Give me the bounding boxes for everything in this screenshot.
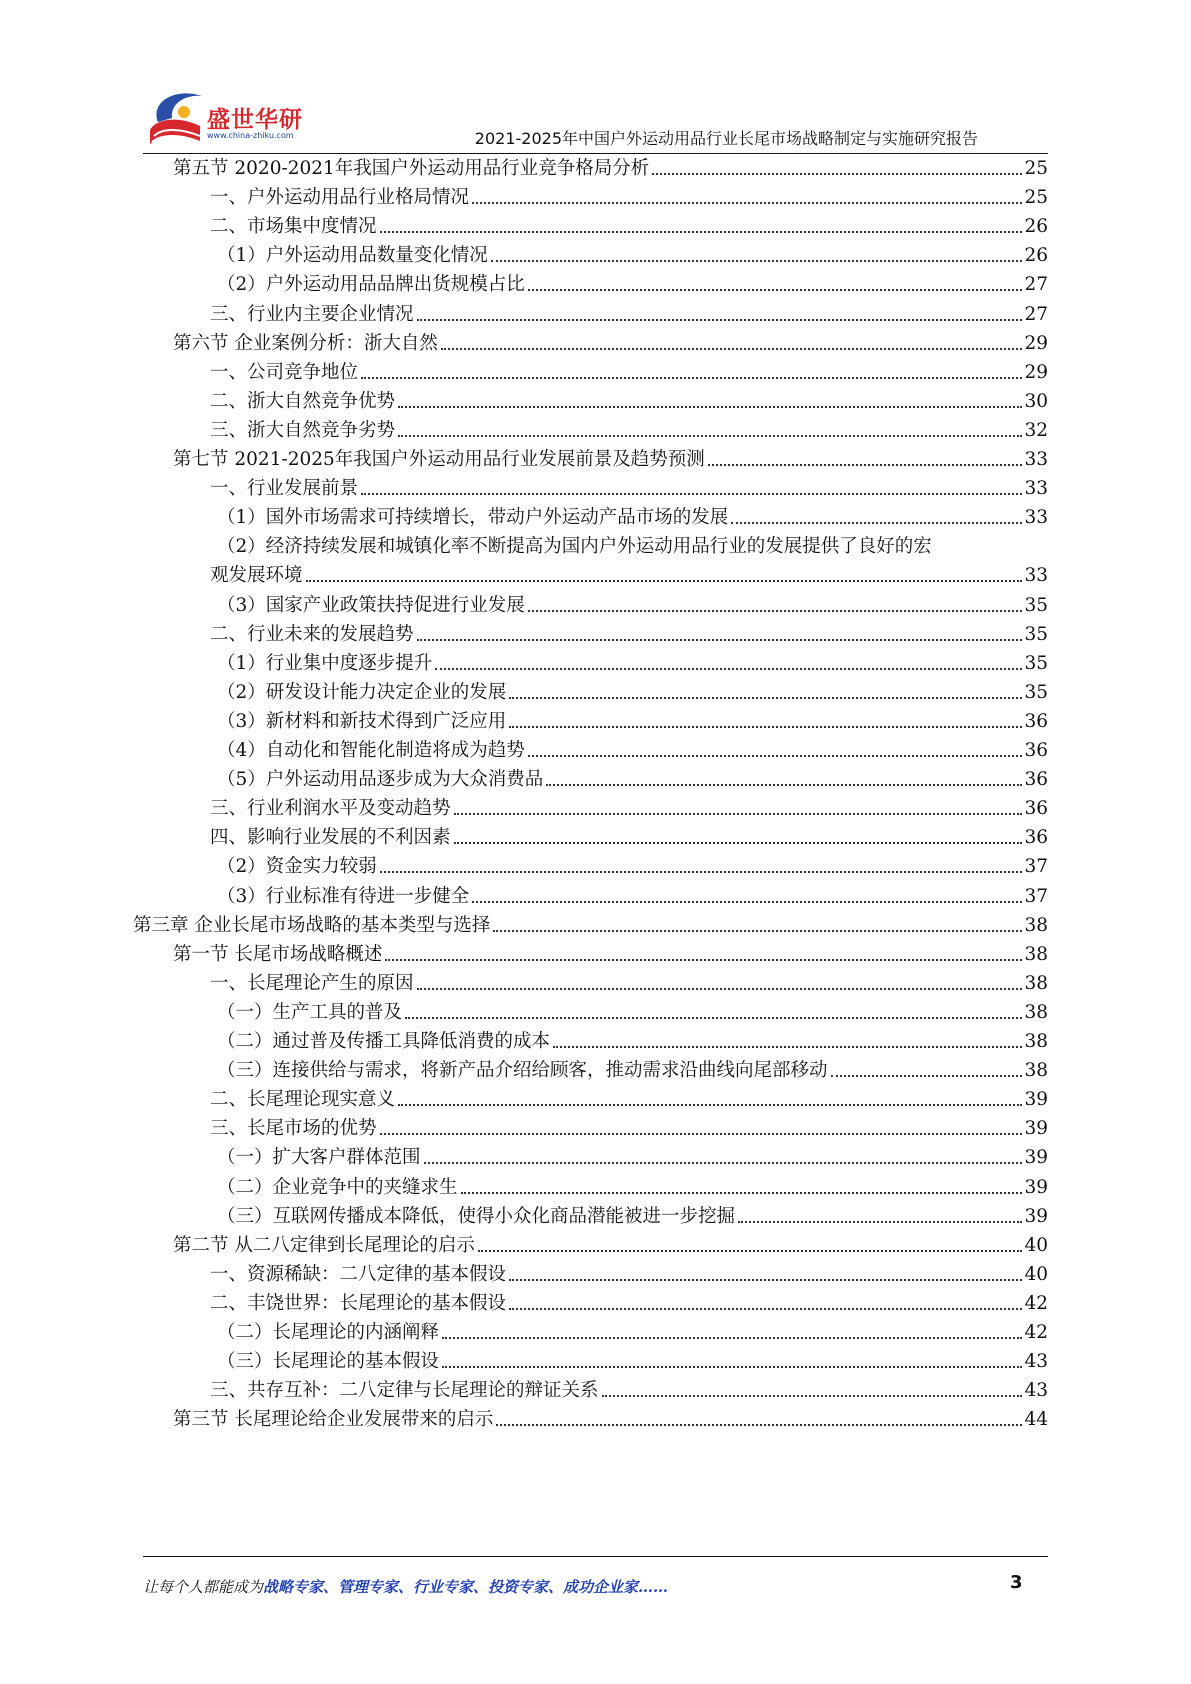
toc-entry-page: 38 bbox=[1024, 1001, 1048, 1023]
toc-entry-page: 37 bbox=[1024, 856, 1048, 878]
toc-entry[interactable] bbox=[210, 794, 1048, 824]
toc-entry-label: （三）连接供给与需求，将新产品介绍给顾客，推动需求沿曲线向尾部移动 bbox=[217, 1060, 828, 1082]
toc-leader-dots bbox=[405, 1017, 1022, 1019]
toc-entry[interactable] bbox=[210, 300, 1048, 330]
toc-entry-page: 43 bbox=[1024, 1380, 1048, 1402]
toc-leader-dots bbox=[435, 668, 1022, 670]
toc-leader-dots bbox=[461, 1192, 1023, 1194]
toc-entry-label: 观发展环境 bbox=[210, 565, 303, 587]
toc-entry[interactable] bbox=[217, 1056, 1048, 1086]
page-header bbox=[0, 0, 1191, 160]
logo-text: 盛世华研 bbox=[207, 107, 303, 133]
toc-entry-page: 35 bbox=[1024, 623, 1048, 645]
toc-entry-label: （1）行业集中度逐步提升 bbox=[217, 652, 433, 674]
toc-entry[interactable] bbox=[217, 736, 1048, 766]
toc-leader-dots bbox=[454, 813, 1023, 815]
toc-entry-page: 42 bbox=[1024, 1292, 1048, 1314]
toc-entry-page: 38 bbox=[1024, 1031, 1048, 1052]
toc-entry[interactable] bbox=[217, 1318, 1048, 1348]
toc-entry-label: 第七节 2021-2025年我国户外运动用品行业发展前景及趋势预测 bbox=[173, 449, 705, 470]
toc-entry-label: 二、行业未来的发展趋势 bbox=[210, 623, 414, 645]
toc-leader-dots bbox=[602, 1395, 1023, 1397]
toc-entry-label: （二）企业竞争中的夹缝求生 bbox=[217, 1176, 458, 1198]
toc-entry-page: 36 bbox=[1024, 710, 1048, 732]
toc-entry[interactable] bbox=[210, 212, 1048, 242]
toc-entry-label: （1）国外市场需求可持续增长，带动户外运动产品市场的发展 bbox=[217, 507, 729, 529]
toc-leader-dots bbox=[417, 988, 1023, 990]
toc-entry-page: 43 bbox=[1024, 1351, 1048, 1373]
toc-leader-dots bbox=[398, 406, 1022, 408]
toc-leader-dots bbox=[708, 464, 1023, 466]
toc-entry[interactable] bbox=[210, 620, 1048, 650]
toc-entry-label: （一）生产工具的普及 bbox=[217, 1001, 403, 1023]
toc-entry[interactable] bbox=[217, 649, 1048, 679]
toc-entry-label: 三、共存互补：二八定律与长尾理论的辩证关系 bbox=[210, 1380, 599, 1402]
toc-entry-label: 一、资源稀缺：二八定律的基本假设 bbox=[210, 1263, 507, 1285]
toc-leader-dots bbox=[442, 1366, 1022, 1368]
toc-entry-page: 33 bbox=[1024, 449, 1048, 470]
toc-entry[interactable] bbox=[210, 1260, 1048, 1290]
page-number: 3 bbox=[1010, 1572, 1023, 1593]
toc-entry[interactable] bbox=[217, 1143, 1048, 1173]
toc-entry[interactable] bbox=[217, 1202, 1048, 1232]
toc-entry-label: （二）通过普及传播工具降低消费的成本 bbox=[217, 1031, 551, 1052]
toc-entry-page: 33 bbox=[1024, 478, 1048, 500]
toc-entry-page: 40 bbox=[1024, 1263, 1048, 1285]
toc-leader-dots bbox=[472, 901, 1022, 903]
toc-entry-page: 44 bbox=[1024, 1409, 1048, 1431]
toc-entry[interactable] bbox=[217, 1027, 1048, 1057]
toc-entry-page: 33 bbox=[1024, 565, 1048, 587]
toc-entry-label: （二）长尾理论的内涵阐释 bbox=[217, 1322, 440, 1343]
toc-entry-label: 二、长尾理论现实意义 bbox=[210, 1089, 396, 1111]
toc-entry[interactable] bbox=[173, 1231, 1048, 1261]
toc-entry[interactable] bbox=[133, 911, 1048, 941]
toc-entry[interactable] bbox=[217, 1173, 1048, 1203]
toc-entry-label: （3）国家产业政策扶持促进行业发展 bbox=[217, 594, 525, 616]
logo-url: www.china-zhiku.com bbox=[207, 131, 294, 140]
toc-entry-line1: （2）经济持续发展和城镇化率不断提高为国内户外运动用品行业的发展提供了良好的宏 bbox=[217, 536, 932, 558]
toc-leader-dots bbox=[496, 1424, 1022, 1426]
toc-entry-label: （4）自动化和智能化制造将成为趋势 bbox=[217, 740, 525, 761]
toc-entry-page: 37 bbox=[1024, 885, 1048, 907]
toc-leader-dots bbox=[493, 930, 1022, 932]
toc-entry-label: 第二节 从二八定律到长尾理论的启示 bbox=[173, 1234, 475, 1256]
toc-entry-label: 四、影响行业发展的不利因素 bbox=[210, 827, 451, 849]
toc-leader-dots bbox=[306, 580, 1023, 582]
toc-entry-label: （2）研发设计能力决定企业的发展 bbox=[217, 681, 507, 703]
toc-entry-page: 32 bbox=[1024, 419, 1048, 441]
toc-entry-page: 40 bbox=[1024, 1234, 1048, 1256]
toc-leader-dots bbox=[546, 784, 1022, 786]
toc-entry-page: 29 bbox=[1024, 332, 1048, 354]
toc-entry-label: （3）行业标准有待进一步健全 bbox=[217, 885, 470, 907]
toc-leader-dots bbox=[442, 1337, 1022, 1339]
toc-entry-label: 一、行业发展前景 bbox=[210, 478, 359, 500]
toc-entry[interactable] bbox=[173, 154, 1048, 184]
toc-entry[interactable] bbox=[210, 969, 1048, 999]
toc-entry[interactable] bbox=[217, 270, 1048, 300]
toc-entry-label: 第五节 2020-2021年我国户外运动用品行业竞争格局分析 bbox=[173, 158, 650, 179]
toc-entry-page: 39 bbox=[1024, 1176, 1048, 1198]
toc-entry[interactable] bbox=[217, 503, 1048, 533]
toc-leader-dots bbox=[380, 1133, 1023, 1135]
toc-leader-dots bbox=[361, 493, 1022, 495]
toc-entry-label: 一、长尾理论产生的原因 bbox=[210, 972, 414, 994]
toc-leader-dots bbox=[553, 1046, 1022, 1048]
toc-entry-page: 38 bbox=[1024, 914, 1048, 936]
toc-entry[interactable] bbox=[173, 1405, 1048, 1435]
toc-entry-label: （三）长尾理论的基本假设 bbox=[217, 1351, 440, 1373]
toc-entry-page: 38 bbox=[1024, 1060, 1048, 1082]
toc-leader-dots bbox=[361, 377, 1022, 379]
toc-leader-dots bbox=[380, 871, 1023, 873]
toc-entry[interactable] bbox=[217, 998, 1048, 1028]
toc-entry[interactable] bbox=[217, 707, 1048, 737]
toc-entry-page: 26 bbox=[1024, 216, 1048, 238]
toc-entry-page: 35 bbox=[1024, 652, 1048, 674]
toc-leader-dots bbox=[478, 1250, 1023, 1252]
toc-leader-dots bbox=[472, 202, 1022, 204]
toc-entry[interactable] bbox=[217, 765, 1048, 795]
toc-leader-dots bbox=[528, 610, 1023, 612]
toc-entry[interactable] bbox=[210, 1289, 1048, 1319]
toc-entry-label: 三、行业利润水平及变动趋势 bbox=[210, 798, 451, 820]
toc-entry[interactable] bbox=[217, 852, 1048, 882]
toc-entry[interactable] bbox=[210, 387, 1048, 417]
toc-leader-dots bbox=[398, 1104, 1022, 1106]
toc-entry-label: （5）户外运动用品逐步成为大众消费品 bbox=[217, 769, 544, 791]
toc-entry-page: 25 bbox=[1024, 158, 1048, 179]
toc-entry-label: 第六节 企业案例分析：浙大自然 bbox=[173, 332, 438, 354]
toc-entry-page: 26 bbox=[1024, 245, 1048, 267]
toc-leader-dots bbox=[652, 173, 1022, 175]
toc-entry-label: （三）互联网传播成本降低，使得小众化商品潜能被进一步挖掘 bbox=[217, 1205, 736, 1227]
toc-leader-dots bbox=[509, 697, 1022, 699]
toc-entry-page: 35 bbox=[1024, 594, 1048, 616]
toc-entry-page: 39 bbox=[1024, 1089, 1048, 1111]
toc-entry[interactable] bbox=[210, 1114, 1048, 1144]
toc-entry-label: 一、户外运动用品行业格局情况 bbox=[210, 187, 470, 209]
toc-entry-label: 第三节 长尾理论给企业发展带来的启示 bbox=[173, 1409, 494, 1431]
toc-leader-dots bbox=[424, 1162, 1023, 1164]
document-title: 2021-2025年中国户外运动用品行业长尾市场战略制定与实施研究报告 bbox=[474, 129, 978, 148]
toc-entry-label: （2）户外运动用品品牌出货规模占比 bbox=[217, 274, 525, 296]
footer-slogan-prefix: 让每个人都能成为 bbox=[143, 1578, 264, 1596]
toc-leader-dots bbox=[385, 959, 1022, 961]
toc-entry-label: 一、公司竞争地位 bbox=[210, 361, 359, 383]
toc-entry-label: （1）户外运动用品数量变化情况 bbox=[217, 245, 488, 267]
toc-entry[interactable] bbox=[210, 416, 1048, 446]
toc-leader-dots bbox=[738, 1221, 1022, 1223]
toc-leader-dots bbox=[528, 755, 1023, 757]
toc-entry-page: 39 bbox=[1024, 1118, 1048, 1140]
toc-leader-dots bbox=[509, 1279, 1022, 1281]
toc-leader-dots bbox=[441, 348, 1023, 350]
toc-entry[interactable] bbox=[217, 678, 1048, 708]
toc-entry-label: 三、浙大自然竞争劣势 bbox=[210, 419, 396, 441]
toc-entry-label: 二、丰饶世界：长尾理论的基本假设 bbox=[210, 1292, 507, 1314]
toc-entry-page: 36 bbox=[1024, 740, 1048, 761]
toc-entry-label: （3）新材料和新技术得到广泛应用 bbox=[217, 710, 507, 732]
toc-entry[interactable] bbox=[217, 882, 1048, 912]
toc-entry-label: （2）资金实力较弱 bbox=[217, 856, 377, 878]
toc-entry-page: 42 bbox=[1024, 1322, 1048, 1343]
toc-entry-page: 27 bbox=[1024, 303, 1048, 325]
toc-leader-dots bbox=[380, 231, 1023, 233]
toc-entry-page: 35 bbox=[1024, 681, 1048, 703]
toc-entry-page: 38 bbox=[1024, 972, 1048, 994]
toc-entry[interactable] bbox=[217, 591, 1048, 621]
toc-leader-dots bbox=[528, 289, 1023, 291]
toc-leader-dots bbox=[417, 319, 1023, 321]
toc-entry[interactable] bbox=[210, 1376, 1048, 1406]
toc-entry-label: 第三章 企业长尾市场战略的基本类型与选择 bbox=[133, 914, 491, 936]
toc-entry-label: 三、行业内主要企业情况 bbox=[210, 303, 414, 325]
toc-leader-dots bbox=[491, 260, 1023, 262]
toc-entry-page: 25 bbox=[1024, 187, 1048, 209]
toc-entry[interactable] bbox=[210, 1085, 1048, 1115]
toc-entry[interactable] bbox=[173, 329, 1048, 359]
toc-entry-page: 30 bbox=[1024, 390, 1048, 412]
toc-entry-page: 38 bbox=[1024, 943, 1048, 965]
footer-slogan-highlight: 战略专家、管理专家、行业专家、投资专家、成功企业家…… bbox=[263, 1578, 669, 1596]
toc-leader-dots bbox=[417, 639, 1023, 641]
toc-entry-page: 39 bbox=[1024, 1205, 1048, 1227]
toc-entry-page: 27 bbox=[1024, 274, 1048, 296]
toc-leader-dots bbox=[831, 1075, 1023, 1077]
toc-entry[interactable] bbox=[210, 823, 1048, 853]
toc-entry-page: 36 bbox=[1024, 769, 1048, 791]
toc-entry-page: 39 bbox=[1024, 1147, 1048, 1169]
toc-entry[interactable] bbox=[173, 940, 1048, 970]
toc-leader-dots bbox=[731, 522, 1022, 524]
toc-entry[interactable] bbox=[210, 358, 1048, 388]
footer-divider bbox=[143, 1556, 1048, 1557]
toc-entry-label: 二、浙大自然竞争优势 bbox=[210, 390, 396, 412]
toc-entry-page: 36 bbox=[1024, 827, 1048, 849]
toc-entry-label: （一）扩大客户群体范围 bbox=[217, 1147, 421, 1169]
toc-entry[interactable] bbox=[210, 561, 1048, 591]
toc-entry-page: 36 bbox=[1024, 798, 1048, 820]
toc-leader-dots bbox=[509, 726, 1022, 728]
toc-entry[interactable] bbox=[217, 1347, 1048, 1377]
toc-leader-dots bbox=[454, 842, 1023, 844]
toc-entry[interactable] bbox=[210, 183, 1048, 213]
toc-entry-page: 29 bbox=[1024, 361, 1048, 383]
toc-entry-label: 三、长尾市场的优势 bbox=[210, 1118, 377, 1140]
toc-entry-label: 第一节 长尾市场战略概述 bbox=[173, 943, 383, 965]
toc-entry[interactable] bbox=[217, 241, 1048, 271]
toc-entry[interactable] bbox=[210, 474, 1048, 504]
toc-entry-page: 33 bbox=[1024, 507, 1048, 529]
toc-entry[interactable] bbox=[173, 445, 1048, 475]
footer-slogan bbox=[143, 1576, 668, 1597]
toc-leader-dots bbox=[509, 1308, 1022, 1310]
toc-entry-label: 二、市场集中度情况 bbox=[210, 216, 377, 238]
toc-leader-dots bbox=[398, 435, 1022, 437]
